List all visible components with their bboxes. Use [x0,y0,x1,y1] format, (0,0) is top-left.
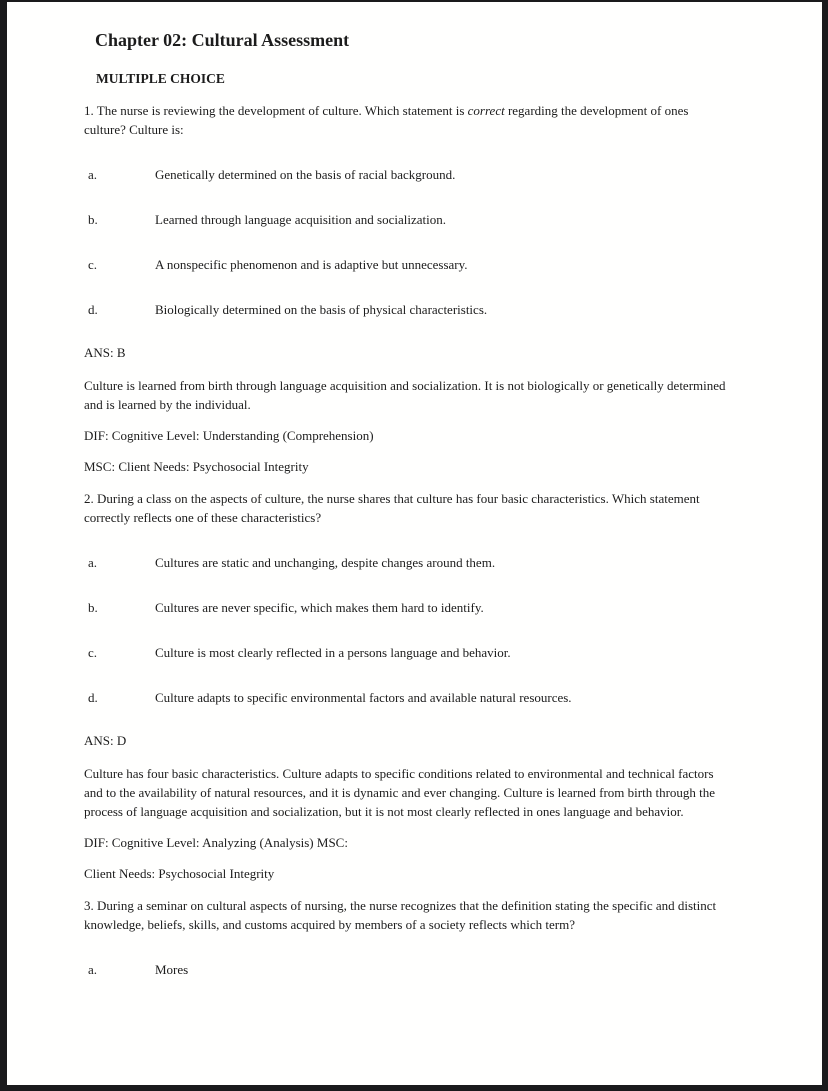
option-letter: a. [88,555,98,570]
option-text: Cultures are static and unchanging, despite changes around them. [155,555,496,570]
answer-line: ANS: B [84,345,126,360]
option-letter: b. [88,212,98,227]
option-letter: d. [88,690,98,705]
option-row [84,643,728,662]
question-1 [84,101,728,476]
option-row [84,255,728,274]
option-letter: c. [88,645,98,660]
option-row [84,598,728,617]
option-text: A nonspecific phenomenon and is adaptive but unnecessary. [155,257,468,272]
question-3-stem [84,896,728,934]
option-letter: a. [88,167,98,182]
chapter-title: Chapter 02: Cultural Assessment [95,30,350,50]
rationale-text: Culture is learned from birth through language acquisition and socialization. It is not biologically or genetically determined and is learned by the individual. [84,378,726,412]
option-row [84,553,728,572]
rationale-text: Culture has four basic characteristics. Culture adapts to specific conditions related to environmental and technical factors and to the availability of natural resources, and it is dynamic and ever changing. Culture is learned from birth through the process of language acquisition and socialization, but it is not most clearly reflected in ones language and behavior. [84,766,716,819]
stem-text: 3. During a seminar on cultural aspects of nursing, the nurse recognizes that the definition stating the specific and distinct knowledge, beliefs, skills, and customs acquired by members of a society reflects which term? [84,898,717,932]
stem-text: 2. During a class on the aspects of culture, the nurse shares that culture has four basic characteristics. Which statement correctly reflects one of these characteristics? [84,491,700,525]
question-2 [84,489,728,883]
option-row [84,300,728,319]
option-row [84,960,728,979]
section-heading: MULTIPLE CHOICE [96,71,225,86]
option-row [84,210,728,229]
option-text: Learned through language acquisition and socialization. [155,212,446,227]
option-text: Cultures are never specific, which makes them hard to identify. [155,600,484,615]
option-letter: b. [88,600,98,615]
document-page [7,2,822,1085]
option-row [84,165,728,184]
msc-line: Client Needs: Psychosocial Integrity [84,866,275,881]
dif-line: DIF: Cognitive Level: Understanding (Comprehension) [84,428,374,443]
option-letter: d. [88,302,98,317]
option-text: Biologically determined on the basis of physical characteristics. [155,302,488,317]
question-1-stem [84,101,728,139]
option-row [84,688,728,707]
option-text: Mores [155,962,189,977]
answer-line: ANS: D [84,733,127,748]
stem-emphasis: correct [467,103,505,118]
option-letter: a. [88,962,98,977]
option-text: Culture adapts to specific environmental factors and available natural resources. [155,690,572,705]
question-2-stem [84,489,728,527]
option-text: Culture is most clearly reflected in a persons language and behavior. [155,645,511,660]
dif-line: DIF: Cognitive Level: Analyzing (Analysis) MSC: [84,835,348,850]
stem-text: regarding the development of ones culture? Culture is: [84,103,689,137]
option-letter: c. [88,257,98,272]
option-text: Genetically determined on the basis of racial background. [155,167,456,182]
stem-text: 1. The nurse is reviewing the development of culture. Which statement is [84,103,468,118]
msc-line: MSC: Client Needs: Psychosocial Integrity [84,459,309,474]
question-3 [84,896,728,979]
